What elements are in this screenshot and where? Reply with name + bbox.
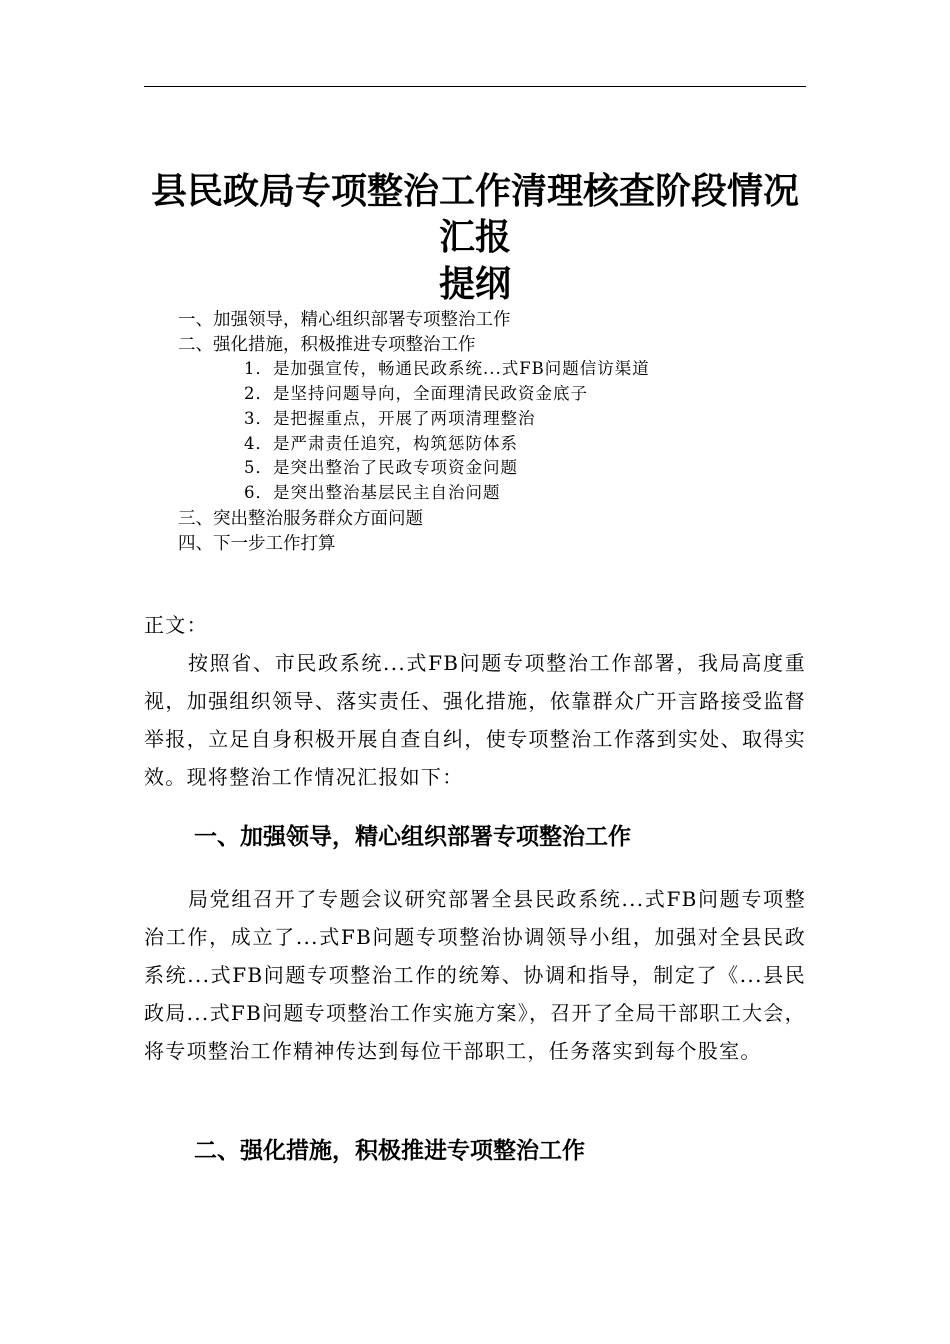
outline-subitem: 1．是加强宣传，畅通民政系统...式FB问题信访渠道 (244, 359, 650, 378)
intro-paragraph: 按照省、市民政系统...式FB问题专项整治工作部署，我局高度重视，加强组织领导、落实责任、强化措施，依靠群众广开言路接受监督举报，立足自身积极开展自查自纠，使专项整治工作落到实处、取得实效。现将整治工作情况汇报如下： (144, 651, 806, 789)
outline-subitem: 3．是把握重点，开展了两项清理整治 (244, 409, 536, 428)
header-rule (144, 86, 806, 87)
outline-item: 四、下一步工作打算 (178, 534, 336, 554)
document-subtitle: 提纲 (438, 263, 511, 305)
section-paragraph: 局党组召开了专题会议研究部署全县民政系统...式FB问题专项整治工作，成立了...式FB问题专项整治协调领导小组，加强对全县民政系统...式FB问题专项整治工作的统筹、协调和指导，制定了《...县民政局...式FB问题专项整治工作实施方案》，召开了全局干部职工大会，将专项整治工作精神传达到每位干部职工，任务落实到每个股室。 (144, 887, 806, 1063)
outline-item: 二、强化措施，积极推进专项整治工作 (178, 335, 476, 355)
section-heading: 二、强化措施，积极推进专项整治工作 (194, 1138, 585, 1164)
outline-item: 一、加强领导，精心组织部署专项整治工作 (178, 310, 511, 330)
document-title-line2: 汇报 (438, 216, 511, 258)
section-heading: 一、加强领导，精心组织部署专项整治工作 (194, 824, 631, 850)
outline-subitem: 4．是严肃责任追究，构筑惩防体系 (244, 434, 518, 453)
outline-subitem: 6．是突出整治基层民主自治问题 (244, 483, 501, 502)
document-title-line1: 县民政局专项整治工作清理核查阶段情况 (150, 170, 799, 212)
outline-subitem: 5．是突出整治了民政专项资金问题 (244, 458, 518, 477)
outline-item: 三、突出整治服务群众方面问题 (178, 509, 423, 529)
outline-subitem: 2．是坚持问题导向，全面理清民政资金底子 (244, 384, 588, 403)
body-label: 正文： (144, 613, 208, 637)
